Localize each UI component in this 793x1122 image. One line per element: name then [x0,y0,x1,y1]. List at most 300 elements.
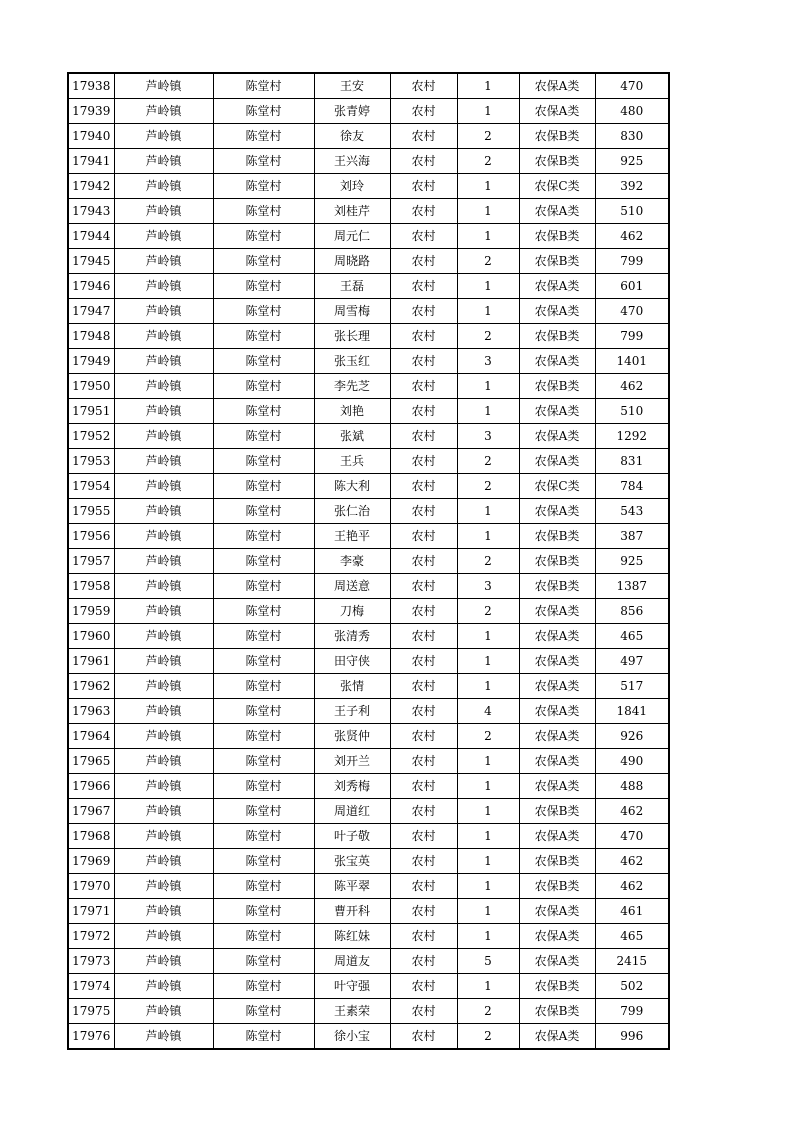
amount-cell: 465 [595,624,669,649]
town-cell: 芦岭镇 [114,824,213,849]
area-type-cell: 农村 [390,524,457,549]
amount-cell: 392 [595,174,669,199]
insurance-category-cell: 农保B类 [519,524,595,549]
insurance-category-cell: 农保A类 [519,424,595,449]
town-cell: 芦岭镇 [114,449,213,474]
village-cell: 陈堂村 [213,899,314,924]
record-id-cell: 17950 [68,374,114,399]
village-cell: 陈堂村 [213,924,314,949]
table-row [68,73,669,99]
amount-cell: 462 [595,849,669,874]
name-cell: 陈红妹 [314,924,390,949]
table-row [68,299,669,324]
record-id-cell: 17954 [68,474,114,499]
table-row [68,374,669,399]
name-cell: 周元仁 [314,224,390,249]
household-count-cell: 4 [457,699,519,724]
name-cell: 周雪梅 [314,299,390,324]
amount-cell: 462 [595,374,669,399]
town-cell: 芦岭镇 [114,674,213,699]
table-row [68,599,669,624]
amount-cell: 799 [595,324,669,349]
household-count-cell: 5 [457,949,519,974]
record-id-cell: 17951 [68,399,114,424]
amount-cell: 461 [595,899,669,924]
amount-cell: 462 [595,874,669,899]
town-cell: 芦岭镇 [114,1024,213,1050]
town-cell: 芦岭镇 [114,949,213,974]
record-id-cell: 17976 [68,1024,114,1050]
area-type-cell: 农村 [390,924,457,949]
area-type-cell: 农村 [390,124,457,149]
name-cell: 刘开兰 [314,749,390,774]
name-cell: 王子利 [314,699,390,724]
table-row [68,574,669,599]
household-count-cell: 2 [457,599,519,624]
name-cell: 叶守强 [314,974,390,999]
name-cell: 张清秀 [314,624,390,649]
area-type-cell: 农村 [390,649,457,674]
amount-cell: 510 [595,199,669,224]
amount-cell: 830 [595,124,669,149]
area-type-cell: 农村 [390,799,457,824]
insurance-category-cell: 农保B类 [519,374,595,399]
area-type-cell: 农村 [390,149,457,174]
name-cell: 王安 [314,73,390,99]
village-cell: 陈堂村 [213,574,314,599]
area-type-cell: 农村 [390,274,457,299]
area-type-cell: 农村 [390,624,457,649]
village-cell: 陈堂村 [213,474,314,499]
town-cell: 芦岭镇 [114,399,213,424]
area-type-cell: 农村 [390,674,457,699]
record-id-cell: 17961 [68,649,114,674]
table-row [68,999,669,1024]
table-row [68,874,669,899]
area-type-cell: 农村 [390,899,457,924]
insurance-category-cell: 农保B类 [519,149,595,174]
insurance-category-cell: 农保B类 [519,249,595,274]
table-row [68,849,669,874]
record-id-cell: 17969 [68,849,114,874]
table-row [68,174,669,199]
town-cell: 芦岭镇 [114,324,213,349]
village-cell: 陈堂村 [213,949,314,974]
town-cell: 芦岭镇 [114,199,213,224]
name-cell: 张斌 [314,424,390,449]
village-cell: 陈堂村 [213,149,314,174]
area-type-cell: 农村 [390,974,457,999]
amount-cell: 387 [595,524,669,549]
record-id-cell: 17973 [68,949,114,974]
household-count-cell: 1 [457,874,519,899]
village-cell: 陈堂村 [213,1024,314,1050]
village-cell: 陈堂村 [213,799,314,824]
household-count-cell: 1 [457,849,519,874]
village-cell: 陈堂村 [213,374,314,399]
household-count-cell: 2 [457,549,519,574]
record-id-cell: 17959 [68,599,114,624]
insurance-category-cell: 农保A类 [519,624,595,649]
town-cell: 芦岭镇 [114,974,213,999]
area-type-cell: 农村 [390,249,457,274]
insurance-category-cell: 农保B类 [519,124,595,149]
table-row [68,349,669,374]
record-id-cell: 17942 [68,174,114,199]
table-row [68,774,669,799]
amount-cell: 1292 [595,424,669,449]
town-cell: 芦岭镇 [114,599,213,624]
table-row [68,474,669,499]
record-id-cell: 17964 [68,724,114,749]
household-count-cell: 1 [457,73,519,99]
insurance-category-cell: 农保A类 [519,299,595,324]
village-cell: 陈堂村 [213,749,314,774]
area-type-cell: 农村 [390,99,457,124]
record-id-cell: 17943 [68,199,114,224]
household-count-cell: 1 [457,899,519,924]
household-count-cell: 1 [457,824,519,849]
insurance-category-cell: 农保A类 [519,924,595,949]
insurance-category-cell: 农保A类 [519,699,595,724]
amount-cell: 2415 [595,949,669,974]
village-cell: 陈堂村 [213,849,314,874]
town-cell: 芦岭镇 [114,424,213,449]
table-row [68,674,669,699]
amount-cell: 784 [595,474,669,499]
household-count-cell: 1 [457,524,519,549]
household-count-cell: 1 [457,674,519,699]
record-id-cell: 17939 [68,99,114,124]
insurance-category-cell: 农保A类 [519,274,595,299]
town-cell: 芦岭镇 [114,699,213,724]
insurance-category-cell: 农保A类 [519,99,595,124]
town-cell: 芦岭镇 [114,224,213,249]
town-cell: 芦岭镇 [114,624,213,649]
village-cell: 陈堂村 [213,974,314,999]
record-id-cell: 17955 [68,499,114,524]
area-type-cell: 农村 [390,949,457,974]
area-type-cell: 农村 [390,374,457,399]
name-cell: 曹开科 [314,899,390,924]
amount-cell: 1841 [595,699,669,724]
record-id-cell: 17960 [68,624,114,649]
name-cell: 陈大利 [314,474,390,499]
name-cell: 刘玲 [314,174,390,199]
table-row [68,824,669,849]
amount-cell: 856 [595,599,669,624]
table-row [68,274,669,299]
name-cell: 周道友 [314,949,390,974]
table-row [68,799,669,824]
area-type-cell: 农村 [390,599,457,624]
name-cell: 陈平翠 [314,874,390,899]
village-cell: 陈堂村 [213,224,314,249]
town-cell: 芦岭镇 [114,749,213,774]
insurance-category-cell: 农保A类 [519,499,595,524]
household-count-cell: 1 [457,224,519,249]
town-cell: 芦岭镇 [114,524,213,549]
village-cell: 陈堂村 [213,349,314,374]
insurance-category-cell: 农保A类 [519,774,595,799]
village-cell: 陈堂村 [213,874,314,899]
village-cell: 陈堂村 [213,824,314,849]
table-row [68,899,669,924]
insurance-category-cell: 农保A类 [519,899,595,924]
village-cell: 陈堂村 [213,724,314,749]
amount-cell: 488 [595,774,669,799]
record-id-cell: 17957 [68,549,114,574]
village-cell: 陈堂村 [213,324,314,349]
village-cell: 陈堂村 [213,73,314,99]
record-id-cell: 17970 [68,874,114,899]
name-cell: 张仁治 [314,499,390,524]
town-cell: 芦岭镇 [114,73,213,99]
record-id-cell: 17944 [68,224,114,249]
household-count-cell: 1 [457,399,519,424]
village-cell: 陈堂村 [213,624,314,649]
table-row [68,199,669,224]
name-cell: 王兵 [314,449,390,474]
town-cell: 芦岭镇 [114,999,213,1024]
table-row [68,549,669,574]
town-cell: 芦岭镇 [114,874,213,899]
amount-cell: 799 [595,249,669,274]
name-cell: 刘艳 [314,399,390,424]
amount-cell: 462 [595,224,669,249]
insurance-category-cell: 农保B类 [519,999,595,1024]
household-count-cell: 1 [457,199,519,224]
table-row [68,124,669,149]
amount-cell: 799 [595,999,669,1024]
table-row [68,249,669,274]
table-row [68,974,669,999]
amount-cell: 996 [595,1024,669,1050]
record-id-cell: 17972 [68,924,114,949]
area-type-cell: 农村 [390,999,457,1024]
town-cell: 芦岭镇 [114,549,213,574]
name-cell: 刀梅 [314,599,390,624]
household-count-cell: 2 [457,449,519,474]
record-id-cell: 17963 [68,699,114,724]
town-cell: 芦岭镇 [114,924,213,949]
insurance-category-cell: 农保B类 [519,224,595,249]
name-cell: 田守侠 [314,649,390,674]
amount-cell: 502 [595,974,669,999]
amount-cell: 1401 [595,349,669,374]
record-id-cell: 17956 [68,524,114,549]
insurance-category-cell: 农保A类 [519,349,595,374]
town-cell: 芦岭镇 [114,149,213,174]
insurance-category-cell: 农保A类 [519,399,595,424]
town-cell: 芦岭镇 [114,574,213,599]
name-cell: 王艳平 [314,524,390,549]
household-count-cell: 1 [457,174,519,199]
name-cell: 张长理 [314,324,390,349]
village-cell: 陈堂村 [213,299,314,324]
town-cell: 芦岭镇 [114,349,213,374]
name-cell: 张情 [314,674,390,699]
area-type-cell: 农村 [390,474,457,499]
table-row [68,649,669,674]
record-id-cell: 17945 [68,249,114,274]
household-count-cell: 3 [457,574,519,599]
name-cell: 张宝英 [314,849,390,874]
village-cell: 陈堂村 [213,399,314,424]
area-type-cell: 农村 [390,574,457,599]
household-count-cell: 2 [457,149,519,174]
area-type-cell: 农村 [390,424,457,449]
amount-cell: 470 [595,824,669,849]
amount-cell: 926 [595,724,669,749]
area-type-cell: 农村 [390,749,457,774]
household-count-cell: 1 [457,799,519,824]
village-cell: 陈堂村 [213,274,314,299]
area-type-cell: 农村 [390,549,457,574]
benefit-table [67,72,670,1050]
amount-cell: 465 [595,924,669,949]
amount-cell: 543 [595,499,669,524]
record-id-cell: 17971 [68,899,114,924]
town-cell: 芦岭镇 [114,299,213,324]
area-type-cell: 农村 [390,774,457,799]
amount-cell: 490 [595,749,669,774]
record-id-cell: 17952 [68,424,114,449]
village-cell: 陈堂村 [213,524,314,549]
insurance-category-cell: 农保A类 [519,949,595,974]
record-id-cell: 17968 [68,824,114,849]
town-cell: 芦岭镇 [114,499,213,524]
record-id-cell: 17966 [68,774,114,799]
insurance-category-cell: 农保C类 [519,174,595,199]
name-cell: 张青婷 [314,99,390,124]
record-id-cell: 17974 [68,974,114,999]
insurance-category-cell: 农保A类 [519,199,595,224]
area-type-cell: 农村 [390,849,457,874]
village-cell: 陈堂村 [213,449,314,474]
name-cell: 刘桂芹 [314,199,390,224]
table-row [68,424,669,449]
town-cell: 芦岭镇 [114,724,213,749]
amount-cell: 831 [595,449,669,474]
area-type-cell: 农村 [390,499,457,524]
area-type-cell: 农村 [390,874,457,899]
area-type-cell: 农村 [390,73,457,99]
household-count-cell: 2 [457,324,519,349]
area-type-cell: 农村 [390,824,457,849]
amount-cell: 925 [595,549,669,574]
name-cell: 王磊 [314,274,390,299]
insurance-category-cell: 农保B类 [519,974,595,999]
town-cell: 芦岭镇 [114,174,213,199]
household-count-cell: 1 [457,499,519,524]
name-cell: 徐小宝 [314,1024,390,1050]
record-id-cell: 17958 [68,574,114,599]
household-count-cell: 2 [457,1024,519,1050]
table-row [68,724,669,749]
record-id-cell: 17965 [68,749,114,774]
household-count-cell: 1 [457,774,519,799]
household-count-cell: 1 [457,649,519,674]
name-cell: 刘秀梅 [314,774,390,799]
name-cell: 周晓路 [314,249,390,274]
town-cell: 芦岭镇 [114,899,213,924]
table-row [68,949,669,974]
insurance-category-cell: 农保A类 [519,1024,595,1050]
table-row [68,399,669,424]
insurance-category-cell: 农保B类 [519,874,595,899]
household-count-cell: 2 [457,999,519,1024]
household-count-cell: 2 [457,124,519,149]
village-cell: 陈堂村 [213,699,314,724]
town-cell: 芦岭镇 [114,799,213,824]
table-row [68,499,669,524]
table-row [68,624,669,649]
table-body [68,73,669,1049]
table-row [68,224,669,249]
village-cell: 陈堂村 [213,774,314,799]
household-count-cell: 1 [457,624,519,649]
village-cell: 陈堂村 [213,124,314,149]
village-cell: 陈堂村 [213,649,314,674]
insurance-category-cell: 农保A类 [519,724,595,749]
record-id-cell: 17948 [68,324,114,349]
table-row [68,324,669,349]
insurance-category-cell: 农保A类 [519,824,595,849]
record-id-cell: 17946 [68,274,114,299]
name-cell: 叶子敬 [314,824,390,849]
area-type-cell: 农村 [390,199,457,224]
household-count-cell: 1 [457,974,519,999]
household-count-cell: 1 [457,274,519,299]
household-count-cell: 2 [457,249,519,274]
name-cell: 徐友 [314,124,390,149]
area-type-cell: 农村 [390,724,457,749]
village-cell: 陈堂村 [213,674,314,699]
table-row [68,924,669,949]
town-cell: 芦岭镇 [114,774,213,799]
area-type-cell: 农村 [390,449,457,474]
name-cell: 周道红 [314,799,390,824]
table-row [68,524,669,549]
household-count-cell: 1 [457,749,519,774]
table-row [68,1024,669,1050]
insurance-category-cell: 农保A类 [519,449,595,474]
amount-cell: 470 [595,73,669,99]
household-count-cell: 3 [457,424,519,449]
record-id-cell: 17975 [68,999,114,1024]
town-cell: 芦岭镇 [114,99,213,124]
town-cell: 芦岭镇 [114,374,213,399]
town-cell: 芦岭镇 [114,474,213,499]
village-cell: 陈堂村 [213,499,314,524]
amount-cell: 1387 [595,574,669,599]
area-type-cell: 农村 [390,349,457,374]
insurance-category-cell: 农保B类 [519,799,595,824]
area-type-cell: 农村 [390,1024,457,1050]
amount-cell: 497 [595,649,669,674]
area-type-cell: 农村 [390,224,457,249]
name-cell: 李豪 [314,549,390,574]
table-row [68,149,669,174]
insurance-category-cell: 农保A类 [519,649,595,674]
table-row [68,99,669,124]
household-count-cell: 2 [457,724,519,749]
record-id-cell: 17947 [68,299,114,324]
name-cell: 王兴海 [314,149,390,174]
insurance-category-cell: 农保A类 [519,599,595,624]
household-count-cell: 1 [457,99,519,124]
